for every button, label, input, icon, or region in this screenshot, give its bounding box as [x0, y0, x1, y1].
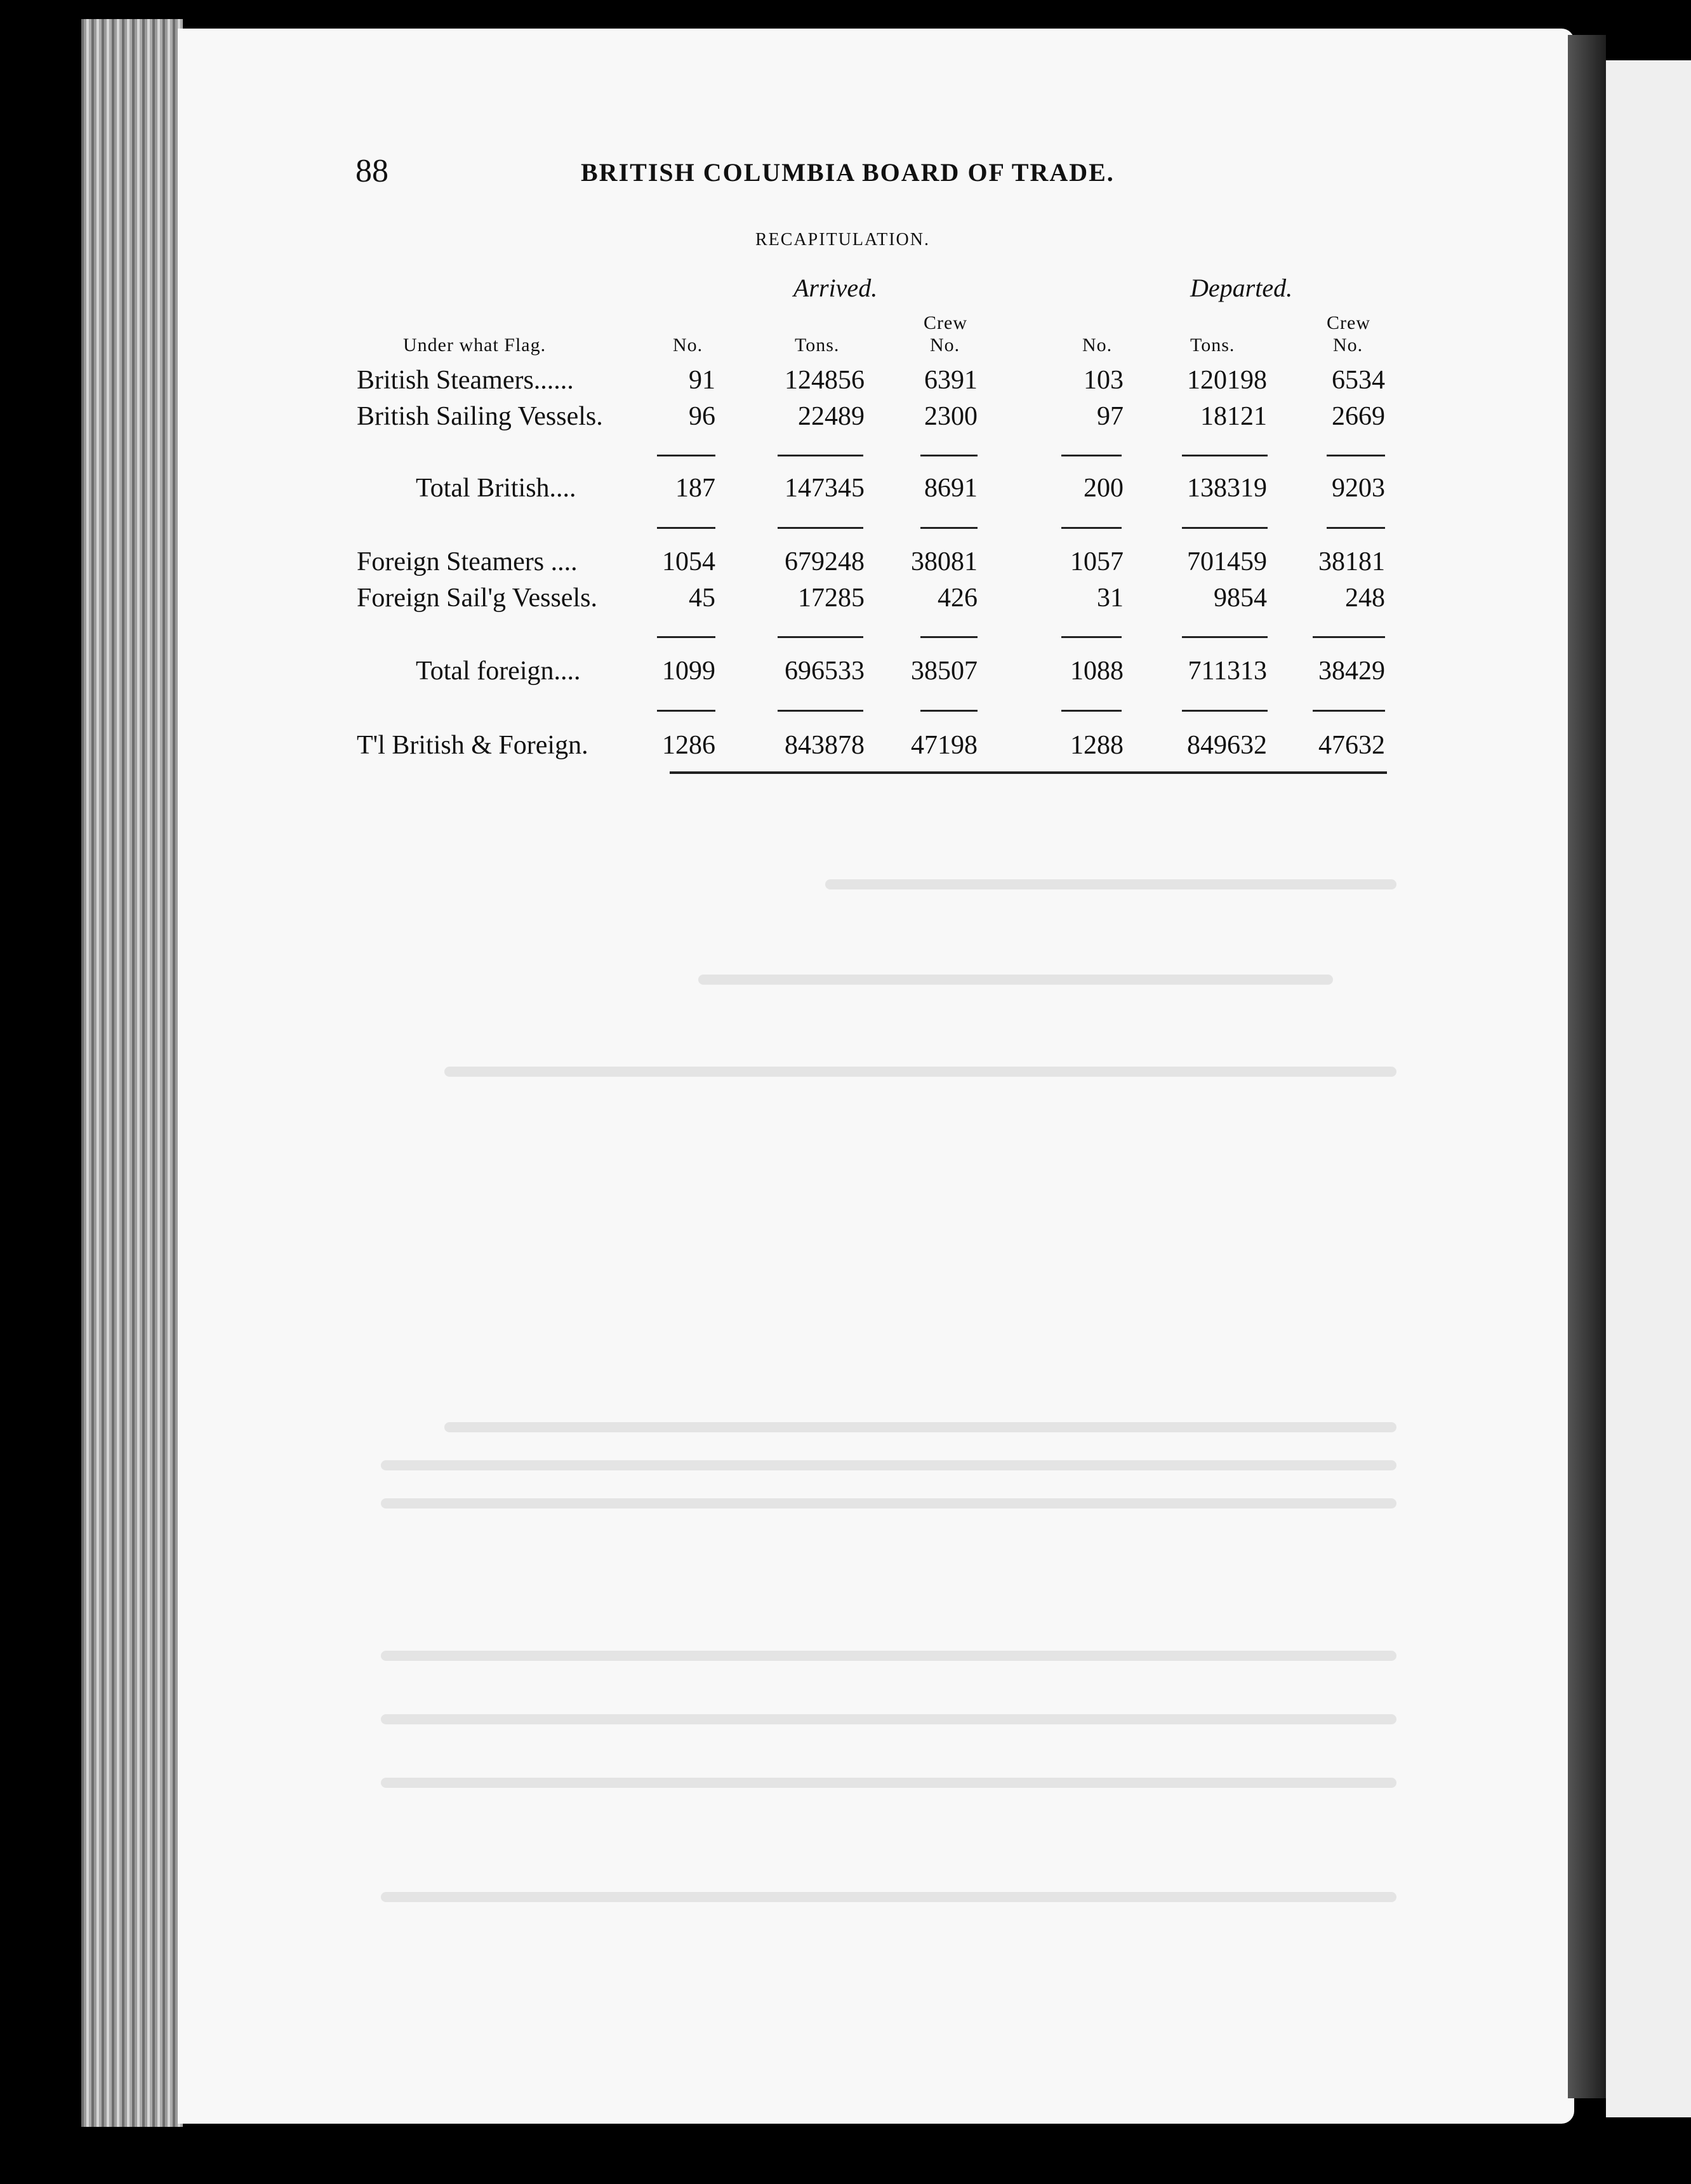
column-rule: [1061, 636, 1122, 638]
row-label: British Sailing Vessels.: [357, 402, 603, 431]
row-label: Total foreign....: [416, 656, 581, 686]
departed-no: 200: [1084, 474, 1124, 503]
arrived-tons: 696533: [785, 656, 865, 686]
arrived-crew: 38507: [911, 656, 978, 686]
arrived-crew: 6391: [924, 366, 978, 395]
table-row: [0, 401, 1691, 433]
column-rule: [657, 636, 715, 638]
arrived-crew: 8691: [924, 474, 978, 503]
column-rule: [1061, 455, 1122, 456]
column-rule: [1182, 527, 1268, 529]
show-through-text: [698, 975, 1333, 985]
departed-no: 1288: [1070, 731, 1124, 760]
column-rule: [1313, 636, 1385, 638]
page-header: [355, 152, 1168, 197]
header-arrived-crew-no: No.: [930, 335, 960, 356]
column-rule: [1327, 455, 1385, 456]
table-title: RECAPITULATION.: [755, 230, 930, 250]
header-arrived-crew: Crew: [924, 312, 967, 333]
column-rule: [657, 527, 715, 529]
show-through-text: [381, 1892, 1396, 1902]
column-rule: [1061, 527, 1122, 529]
show-through-text: [381, 1651, 1396, 1661]
arrived-no: 1286: [662, 731, 715, 760]
column-rule: [657, 455, 715, 456]
arrived-tons: 124856: [785, 366, 865, 395]
table-row: [0, 583, 1691, 615]
arrived-no: 187: [675, 474, 715, 503]
show-through-text: [381, 1498, 1396, 1508]
column-rule: [778, 636, 863, 638]
page-edges: [81, 19, 183, 2127]
arrived-crew: 47198: [911, 731, 978, 760]
departed-heading: Departed.: [1190, 274, 1293, 302]
show-through-text: [381, 1460, 1396, 1470]
table-row: [0, 656, 1691, 688]
column-rule: [920, 455, 978, 456]
arrived-tons: 17285: [798, 583, 865, 613]
row-label: Total British....: [416, 474, 576, 503]
column-rule: [778, 527, 863, 529]
arrived-crew: 38081: [911, 547, 978, 576]
arrived-tons: 22489: [798, 402, 865, 431]
arrived-crew: 426: [938, 583, 978, 613]
departed-crew: 248: [1345, 583, 1385, 613]
arrived-no: 96: [689, 402, 715, 431]
departed-tons: 120198: [1187, 366, 1267, 395]
gutter-shadow: [1568, 35, 1606, 2098]
row-label: Foreign Sail'g Vessels.: [357, 583, 597, 613]
departed-no: 103: [1084, 366, 1124, 395]
column-rule: [1313, 710, 1385, 712]
departed-tons: 18121: [1200, 402, 1267, 431]
row-label: Foreign Steamers ....: [357, 547, 578, 576]
header-departed-crew-no: No.: [1333, 335, 1363, 356]
show-through-text: [825, 879, 1396, 889]
arrived-no: 45: [689, 583, 715, 613]
arrived-heading: Arrived.: [793, 274, 878, 302]
departed-no: 1057: [1070, 547, 1124, 576]
header-departed-no: No.: [1082, 335, 1113, 356]
header-arrived-no: No.: [673, 335, 703, 356]
arrived-no: 1054: [662, 547, 715, 576]
column-rule: [920, 710, 978, 712]
header-departed-tons: Tons.: [1190, 335, 1235, 356]
table-row: [0, 365, 1691, 397]
header-arrived-tons: Tons.: [795, 335, 840, 356]
column-rule: [1327, 527, 1385, 529]
table-row: [0, 547, 1691, 578]
show-through-text: [381, 1778, 1396, 1788]
arrived-tons: 147345: [785, 474, 865, 503]
column-rule: [1182, 710, 1268, 712]
departed-no: 1088: [1070, 656, 1124, 686]
departed-no: 97: [1097, 402, 1124, 431]
show-through-text: [444, 1422, 1396, 1432]
column-rule: [1061, 710, 1122, 712]
departed-crew: 6534: [1332, 366, 1385, 395]
header-departed-crew: Crew: [1327, 312, 1370, 333]
header-flag: Under what Flag.: [403, 335, 547, 356]
departed-crew: 47632: [1318, 731, 1385, 760]
show-through-text: [381, 1714, 1396, 1724]
departed-crew: 38429: [1318, 656, 1385, 686]
departed-no: 31: [1097, 583, 1124, 613]
arrived-no: 91: [689, 366, 715, 395]
arrived-tons: 679248: [785, 547, 865, 576]
column-rule: [778, 455, 863, 456]
column-rule: [778, 710, 863, 712]
column-rule: [1182, 636, 1268, 638]
arrived-tons: 843878: [785, 731, 865, 760]
column-rule: [657, 710, 715, 712]
page-number: 88: [355, 153, 388, 189]
running-title: BRITISH COLUMBIA BOARD OF TRADE.: [581, 158, 1115, 187]
arrived-no: 1099: [662, 656, 715, 686]
departed-crew: 2669: [1332, 402, 1385, 431]
closing-rule: [670, 771, 1387, 774]
departed-tons: 138319: [1187, 474, 1267, 503]
departed-tons: 849632: [1187, 731, 1267, 760]
departed-tons: 9854: [1214, 583, 1267, 613]
departed-tons: 711313: [1188, 656, 1267, 686]
departed-crew: 38181: [1318, 547, 1385, 576]
table-row: [0, 473, 1691, 505]
arrived-crew: 2300: [924, 402, 978, 431]
departed-tons: 701459: [1187, 547, 1267, 576]
column-rule: [920, 527, 978, 529]
table-row: [0, 730, 1691, 762]
show-through-text: [444, 1067, 1396, 1077]
departed-crew: 9203: [1332, 474, 1385, 503]
column-rule: [1182, 455, 1268, 456]
row-label: British Steamers......: [357, 366, 574, 395]
row-label: T'l British & Foreign.: [357, 731, 588, 760]
column-rule: [920, 636, 978, 638]
